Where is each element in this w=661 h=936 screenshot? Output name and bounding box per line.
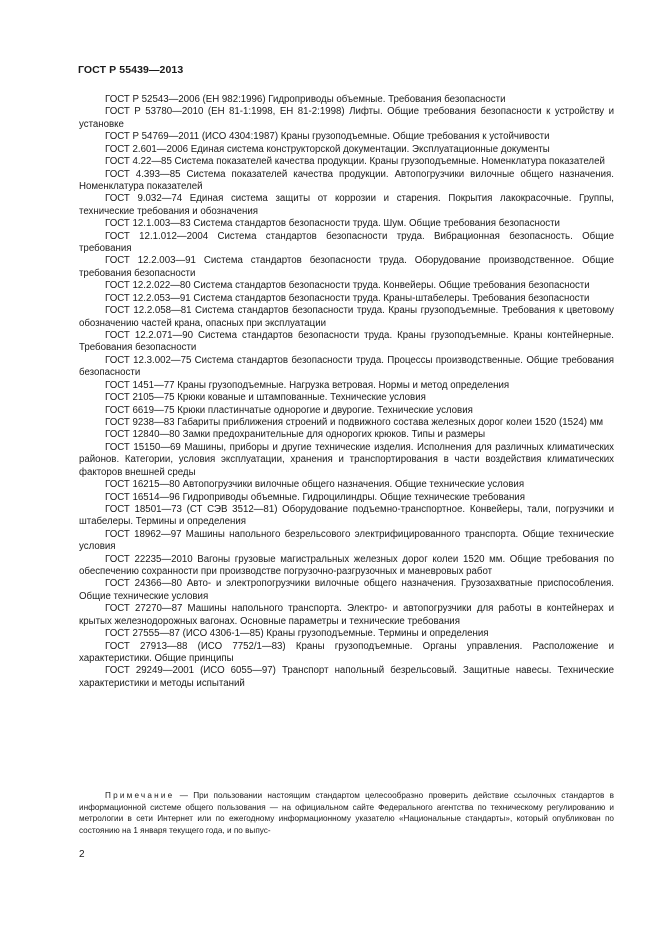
document-header: ГОСТ Р 55439—2013 bbox=[78, 64, 184, 76]
reference-item: ГОСТ Р 52543—2006 (ЕН 982:1996) Гидроприводы объемные. Требования безопасности bbox=[105, 94, 506, 105]
reference-item: ГОСТ 12.2.071—90 Система стандартов безопасности труда. Краны грузоподъемные. Краны контейнерные. Требования безопасности bbox=[79, 330, 614, 354]
page-number: 2 bbox=[79, 849, 85, 860]
reference-item: ГОСТ 4.393—85 Система показателей качества продукции. Автопогрузчики вилочные общего назначения. Номенклатура показателей bbox=[79, 168, 614, 192]
reference-item: ГОСТ 22235—2010 Вагоны грузовые магистральных железных дорог колеи 1520 мм. Общие требования по обеспечению сохранности при производстве погрузочно-разгрузочных и маневровых работ bbox=[79, 553, 614, 578]
reference-item: ГОСТ 4.22—85 Система показателей качества продукции. Краны грузоподъемные. Номенклатура показателей bbox=[105, 156, 605, 168]
reference-item: ГОСТ 15150—69 Машины, приборы и другие технические изделия. Исполнения для различных климатических районов. Категории, условия эксплуатации, хранения и транспортирования в части воздействия климатических факторов внешней среды bbox=[79, 441, 614, 478]
reference-item: ГОСТ 16514—96 Гидроприводы объемные. Гидроцилиндры. Общие технические требования bbox=[105, 491, 525, 503]
reference-item: ГОСТ 12.2.053—91 Система стандартов безопасности труда. Краны-штабелеры. Требования безопасности bbox=[105, 292, 590, 304]
reference-item: ГОСТ 1451—77 Краны грузоподъемные. Нагрузка ветровая. Нормы и метод определения bbox=[105, 379, 510, 391]
reference-item: ГОСТ 9.032—74 Единая система защиты от коррозии и старения. Покрытия лакокрасочные. Группы, технические требования и обозначения bbox=[79, 193, 614, 217]
reference-item: ГОСТ 27913—88 (ИСО 7752/1—83) Краны грузоподъемные. Органы управления. Расположение и характеристики. Общие принципы bbox=[79, 640, 614, 664]
reference-item: ГОСТ 12840—80 Замки предохранительные для однорогих крюков. Типы и размеры bbox=[105, 429, 486, 441]
reference-item: ГОСТ 12.2.022—80 Система стандартов безопасности труда. Конвейеры. Общие требования безопасности bbox=[105, 280, 590, 292]
reference-item: ГОСТ 2.601—2006 Единая система конструкторской документации. Эксплуатационные документы bbox=[105, 143, 550, 155]
reference-item: ГОСТ 12.2.058—81 Система стандартов безопасности труда. Краны грузоподъемные. Требования к цветовому обозначению частей крана, опасных при эксплуатации bbox=[79, 305, 614, 329]
reference-item: ГОСТ 12.2.003—91 Система стандартов безопасности труда. Оборудование производственное. Общие требования безопасности bbox=[79, 255, 614, 279]
reference-item: ГОСТ 18501—73 (СТ СЭВ 3512—81) Оборудование подъемно-транспортное. Конвейеры, тали, погрузчики и штабелеры. Термины и определения bbox=[79, 503, 614, 528]
reference-item: ГОСТ 9238—83 Габариты приближения строений и подвижного состава железных дорог колеи 1520 (1524) мм bbox=[105, 416, 604, 428]
reference-item: ГОСТ 27555—87 (ИСО 4306-1—85) Краны грузоподъемные. Термины и определения bbox=[105, 628, 489, 640]
normative-references-list bbox=[79, 94, 614, 690]
note-paragraph bbox=[79, 790, 614, 836]
note-label: Примечание bbox=[105, 791, 175, 800]
reference-item: ГОСТ Р 53780—2010 (ЕН 81-1:1998, ЕН 81-2:1998) Лифты. Общие требования безопасности к устройству и установке bbox=[79, 106, 614, 130]
reference-item: ГОСТ Р 54769—2011 (ИСО 4304:1987) Краны грузоподъемные. Общие требования к устойчивости bbox=[105, 131, 550, 143]
reference-item: ГОСТ 2105—75 Крюки кованые и штампованные. Технические условия bbox=[105, 392, 426, 404]
reference-item: ГОСТ 6619—75 Крюки пластинчатые однорогие и двурогие. Технические условия bbox=[105, 404, 473, 416]
reference-item: ГОСТ 29249—2001 (ИСО 6055—97) Транспорт напольный безрельсовый. Защитные навесы. Технические характеристики и методы испытаний bbox=[79, 665, 614, 689]
reference-item: ГОСТ 12.3.002—75 Система стандартов безопасности труда. Процессы производственные. Общие требования безопасности bbox=[79, 354, 614, 379]
reference-item: ГОСТ 12.1.003—83 Система стандартов безопасности труда. Шум. Общие требования безопасности bbox=[105, 218, 560, 230]
reference-item: ГОСТ 24366—80 Авто- и электропогрузчики вилочные общего назначения. Грузозахватные приспособления. Общие технические условия bbox=[79, 578, 614, 602]
note-text: — При пользовании настоящим стандартом целесообразно проверить действие ссылочных стандартов в информационной системе общего пользования — на официальном сайте Федерального агентства по техническому регулированию и метрологии в сети Интернет или по ежегодному информационному указателю «Национальные стандарты», который опубликован по состоянию на 1 января текущего года, и по выпус- bbox=[79, 791, 614, 835]
reference-item: ГОСТ 12.1.012—2004 Система стандартов безопасности труда. Вибрационная безопасность. Общие требования bbox=[79, 230, 614, 255]
reference-item: ГОСТ 18962—97 Машины напольного безрельсового электрифицированного транспорта. Общие технические условия bbox=[79, 528, 614, 553]
reference-item: ГОСТ 27270—87 Машины напольного транспорта. Электро- и автопогрузчики для работы в контейнерах и крытых железнодорожных вагонах. Основные параметры и технические требования bbox=[79, 603, 614, 627]
reference-item: ГОСТ 16215—80 Автопогрузчики вилочные общего назначения. Общие технические условия bbox=[105, 479, 525, 491]
